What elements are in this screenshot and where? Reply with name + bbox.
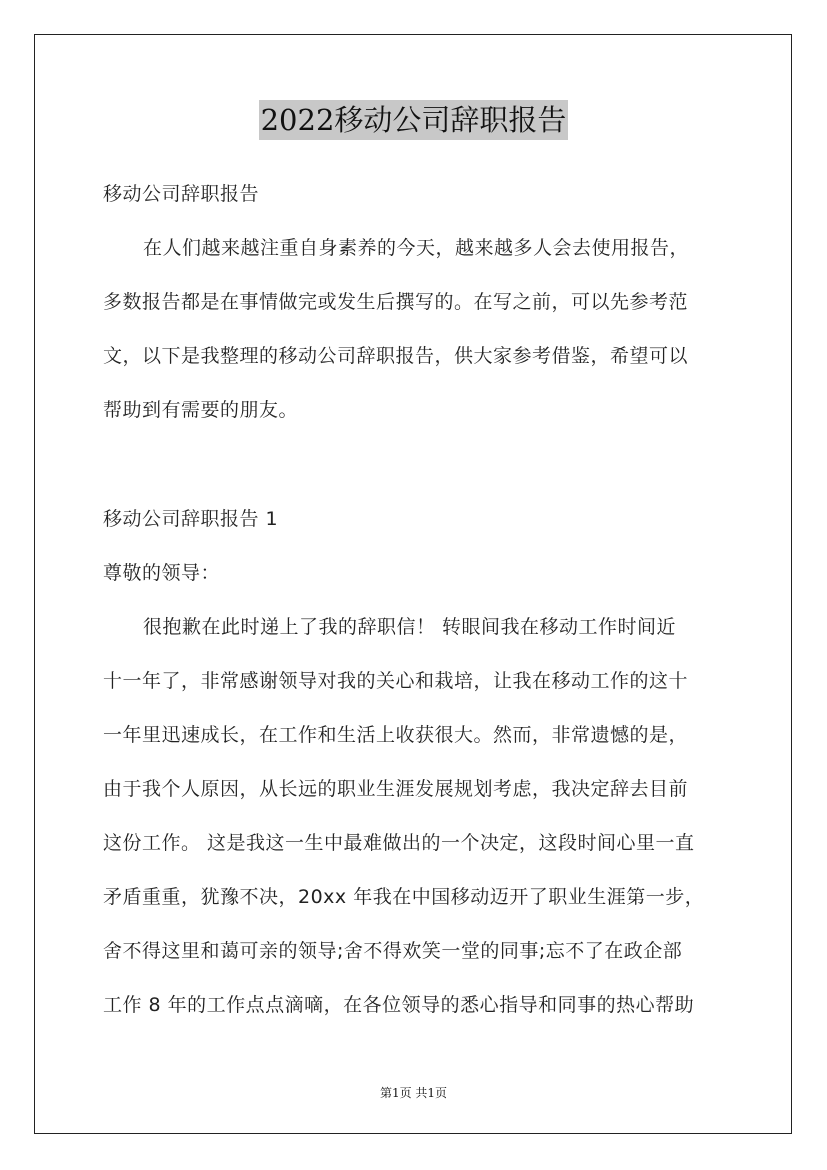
body-line: 这份工作。 这是我这一生中最难做出的一个决定，这段时间心里一直 xyxy=(103,832,695,854)
body-line: 矛盾重重，犹豫不决，20xx 年我在中国移动迈开了职业生涯第一步， xyxy=(103,886,705,908)
intro-line: 文，以下是我整理的移动公司辞职报告，供大家参考借鉴，希望可以 xyxy=(103,345,689,367)
page-footer: 第1页 共1页 xyxy=(379,1086,448,1100)
body-line: 舍不得这里和蔼可亲的领导;舍不得欢笑一堂的同事;忘不了在政企部 xyxy=(103,940,683,962)
section-heading: 移动公司辞职报告 1 xyxy=(103,508,279,530)
salutation: 尊敬的领导： xyxy=(103,562,221,584)
intro-line: 在人们越来越注重自身素养的今天，越来越多人会去使用报告， xyxy=(143,237,690,259)
title-container xyxy=(0,100,827,140)
document-subtitle: 移动公司辞职报告 xyxy=(103,183,260,205)
body-line: 很抱歉在此时递上了我的辞职信！ 转眼间我在移动工作时间近 xyxy=(143,616,677,638)
body-line: 一年里迅速成长，在工作和生活上收获很大。然而，非常遗憾的是， xyxy=(103,724,689,746)
document-title: 2022移动公司辞职报告 xyxy=(259,100,569,140)
intro-line: 多数报告都是在事情做完或发生后撰写的。在写之前，可以先参考范 xyxy=(103,291,689,313)
body-line: 十一年了，非常感谢领导对我的关心和栽培，让我在移动工作的这十 xyxy=(103,670,689,692)
body-line: 由于我个人原因，从长远的职业生涯发展规划考虑，我决定辞去目前 xyxy=(103,778,689,800)
intro-line: 帮助到有需要的朋友。 xyxy=(103,399,299,421)
body-line: 工作 8 年的工作点点滴嘀，在各位领导的悉心指导和同事的热心帮助 xyxy=(103,994,695,1016)
